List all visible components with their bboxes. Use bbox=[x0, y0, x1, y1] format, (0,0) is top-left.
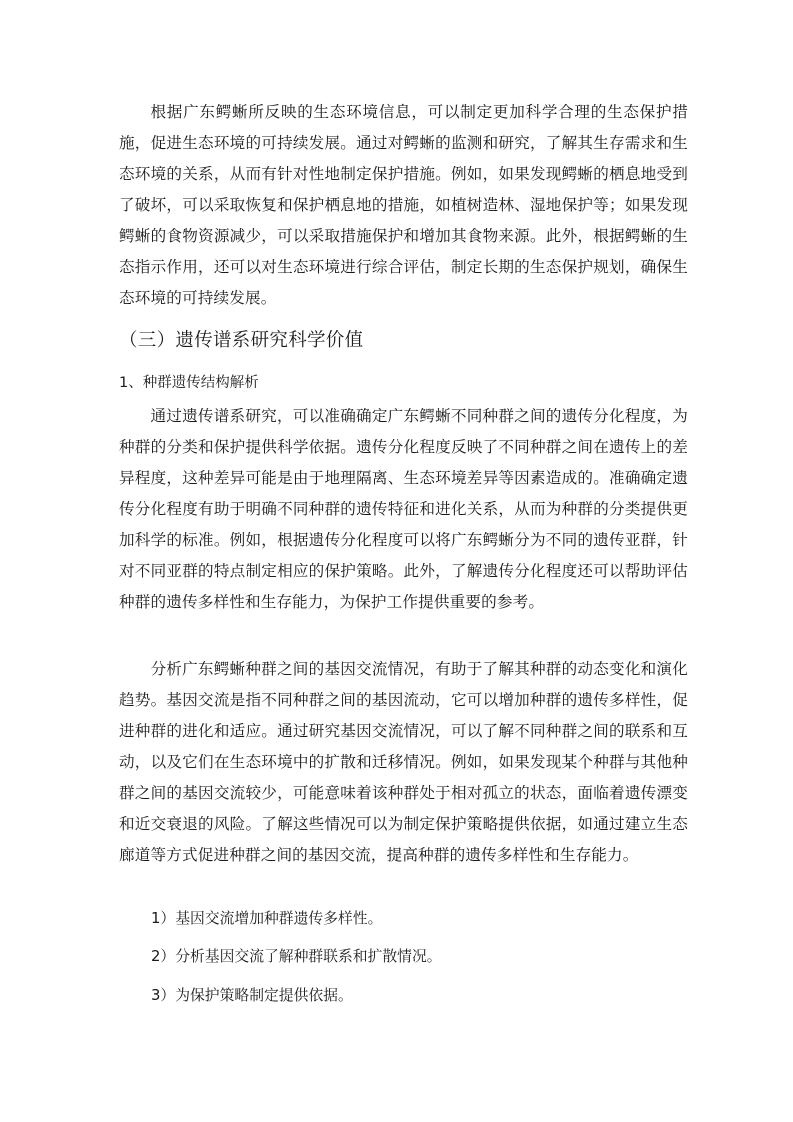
list-item: 2）分析基因交流了解种群联系和扩散情况。 bbox=[151, 948, 442, 965]
list-item: 1）基因交流增加种群遗传多样性。 bbox=[151, 910, 383, 927]
body-paragraph: 通过遗传谱系研究，可以准确确定广东鳄蜥不同种群之间的遗传分化程度，为种群的分类和保护提供科学依据。遗传分化程度反映了不同种群之间在遗传上的差异程度，这种差异可能是由于地理隔离、生态环境差异等因素造成的。准确确定遗传分化程度有助于明确不同种群的遗传特征和进化关系，从而为种群的分类提供更加科学的标准。例如，根据遗传分化程度可以将广东鳄蜥分为不同的遗传亚群，针对不同亚群的特点制定相应的保护策略。此外，了解遗传分化程度还可以帮助评估种群的遗传多样性和生存能力，为保护工作提供重要的参考。 bbox=[119, 407, 688, 611]
body-paragraph: 分析广东鳄蜥种群之间的基因交流情况，有助于了解其种群的动态变化和演化趋势。基因交流是指不同种群之间的基因流动，它可以增加种群的遗传多样性，促进种群的进化和适应。通过研究基因交流情况，可以了解不同种群之间的联系和互动，以及它们在生态环境中的扩散和迁移情况。例如，如果发现某个种群与其他种群之间的基因交流较少，可能意味着该种群处于相对孤立的状态，面临着遗传漂变和近交衰退的风险。了解这些情况可以为制定保护策略提供依据，如通过建立生态廊道等方式促进种群之间的基因交流，提高种群的遗传多样性和生存能力。 bbox=[119, 660, 688, 864]
list-item: 3）为保护策略制定提供依据。 bbox=[151, 987, 353, 1004]
subsection-heading: 1、种群遗传结构解析 bbox=[119, 375, 259, 391]
section-heading: （三）遗传谱系研究科学价值 bbox=[119, 330, 364, 351]
body-paragraph: 根据广东鳄蜥所反映的生态环境信息，可以制定更加科学合理的生态保护措施，促进生态环境的可持续发展。通过对鳄蜥的监测和研究，了解其生存需求和生态环境的关系，从而有针对性地制定保护措施。例如，如果发现鳄蜥的栖息地受到了破坏，可以采取恢复和保护栖息地的措施，如植树造林、湿地保护等；如果发现鳄蜥的食物资源减少，可以采取措施保护和增加其食物来源。此外，根据鳄蜥的生态指示作用，还可以对生态环境进行综合评估，制定长期的生态保护规划，确保生态环境的可持续发展。 bbox=[119, 103, 688, 307]
